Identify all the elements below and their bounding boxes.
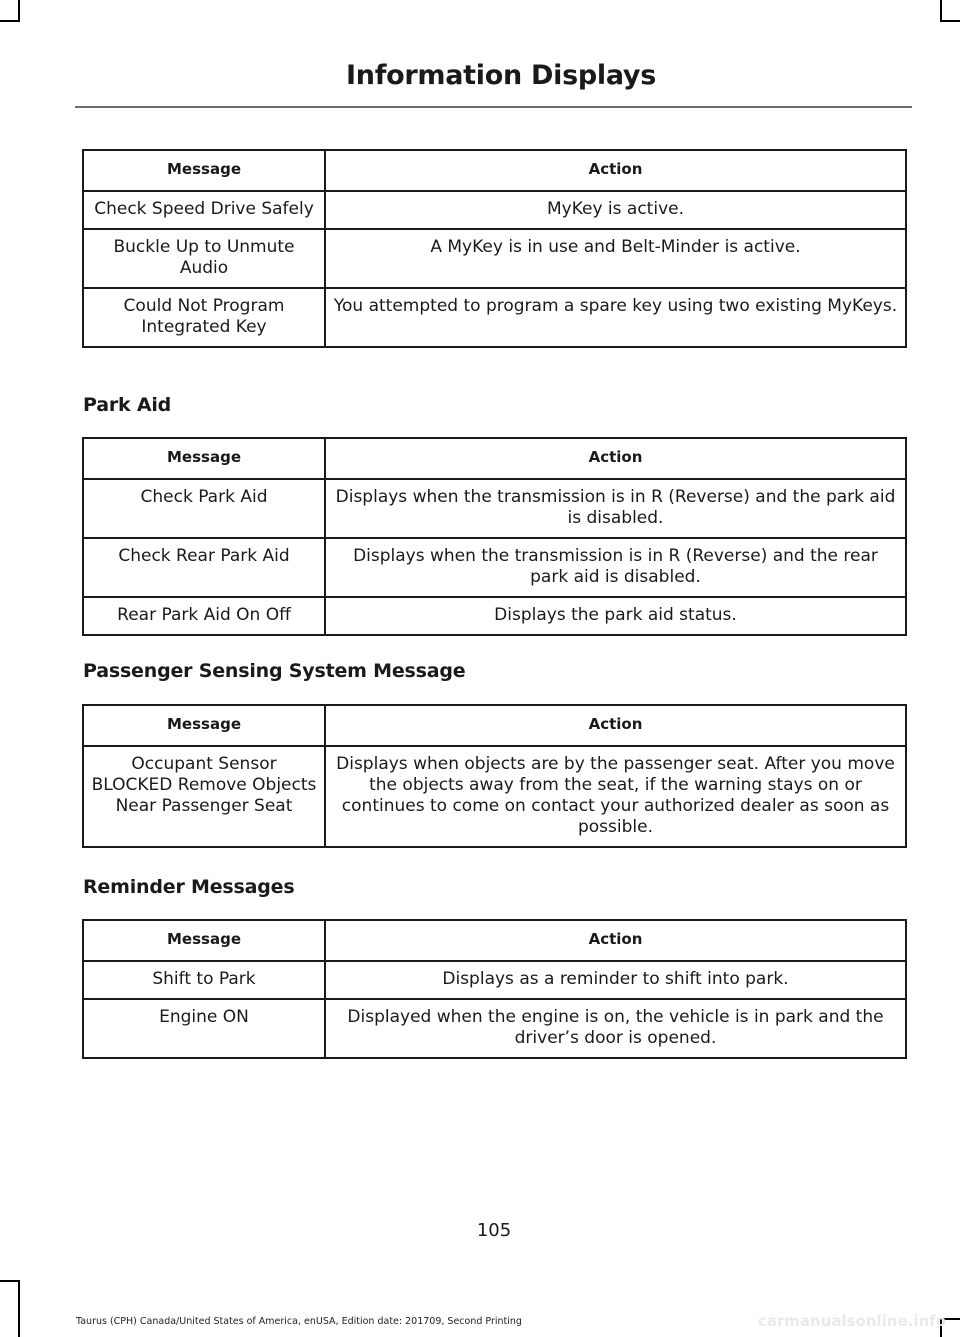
page-number: 105: [476, 1220, 512, 1241]
action-cell: Displays when the transmission is in R (Reverse) and the park aid is disabled.: [325, 479, 906, 538]
table-row: [83, 229, 906, 288]
table-row: [83, 479, 906, 538]
message-cell: Check Rear Park Aid: [83, 538, 325, 597]
crop-mark: [0, 20, 20, 22]
message-column-header: Message: [83, 920, 325, 961]
action-cell: Displayed when the engine is on, the vehicle is in park and the driver’s door is opened.: [325, 999, 906, 1058]
message-column-header: Message: [83, 150, 325, 191]
crop-mark: [940, 20, 960, 22]
message-cell: Engine ON: [83, 999, 325, 1058]
message-cell: Occupant Sensor BLOCKED Remove Objects Near Passenger Seat: [83, 746, 325, 847]
message-column-header: Message: [83, 438, 325, 479]
message-cell: Buckle Up to Unmute Audio: [83, 229, 325, 288]
crop-mark: [18, 0, 20, 20]
table-row: [83, 999, 906, 1058]
action-cell: Displays when the transmission is in R (Reverse) and the rear park aid is disabled.: [325, 538, 906, 597]
table-row: [83, 961, 906, 999]
table-header-row: [83, 705, 906, 746]
table-header-row: [83, 920, 906, 961]
park-aid-table: [82, 437, 907, 636]
section-heading-park-aid: Park Aid: [83, 394, 172, 416]
message-cell: Could Not Program Integrated Key: [83, 288, 325, 347]
table-header-row: [83, 150, 906, 191]
table-row: [83, 746, 906, 847]
message-cell: Shift to Park: [83, 961, 325, 999]
table-row: [83, 191, 906, 229]
reminder-messages-table: [82, 919, 907, 1059]
section-heading-reminder-messages: Reminder Messages: [83, 876, 295, 898]
table-row: [83, 597, 906, 635]
page-title: Information Displays: [346, 60, 656, 91]
crop-mark: [18, 1280, 20, 1337]
action-column-header: Action: [325, 150, 906, 191]
action-column-header: Action: [325, 705, 906, 746]
mykey-messages-table: [82, 149, 907, 348]
action-cell: Displays when objects are by the passenger seat. After you move the objects away from the seat, if the warning stays on or continues to come on contact your authorized dealer as soon as possible.: [325, 746, 906, 847]
passenger-sensing-table: [82, 704, 907, 848]
action-cell: You attempted to program a spare key using two existing MyKeys.: [325, 288, 906, 347]
table-header-row: [83, 438, 906, 479]
action-cell: MyKey is active.: [325, 191, 906, 229]
action-column-header: Action: [325, 438, 906, 479]
message-cell: Check Park Aid: [83, 479, 325, 538]
crop-mark: [940, 0, 942, 20]
title-divider: [75, 106, 912, 108]
action-cell: A MyKey is in use and Belt-Minder is active.: [325, 229, 906, 288]
message-cell: Check Speed Drive Safely: [83, 191, 325, 229]
message-column-header: Message: [83, 705, 325, 746]
site-watermark: carmanualsonline.info: [757, 1312, 946, 1330]
crop-mark: [0, 1280, 20, 1282]
action-cell: Displays the park aid status.: [325, 597, 906, 635]
table-row: [83, 538, 906, 597]
section-heading-passenger-sensing: Passenger Sensing System Message: [83, 660, 466, 682]
action-cell: Displays as a reminder to shift into park.: [325, 961, 906, 999]
action-column-header: Action: [325, 920, 906, 961]
message-cell: Rear Park Aid On Off: [83, 597, 325, 635]
edition-footer: Taurus (CPH) Canada/United States of America, enUSA, Edition date: 201709, Second Printing: [76, 1316, 522, 1327]
table-row: [83, 288, 906, 347]
